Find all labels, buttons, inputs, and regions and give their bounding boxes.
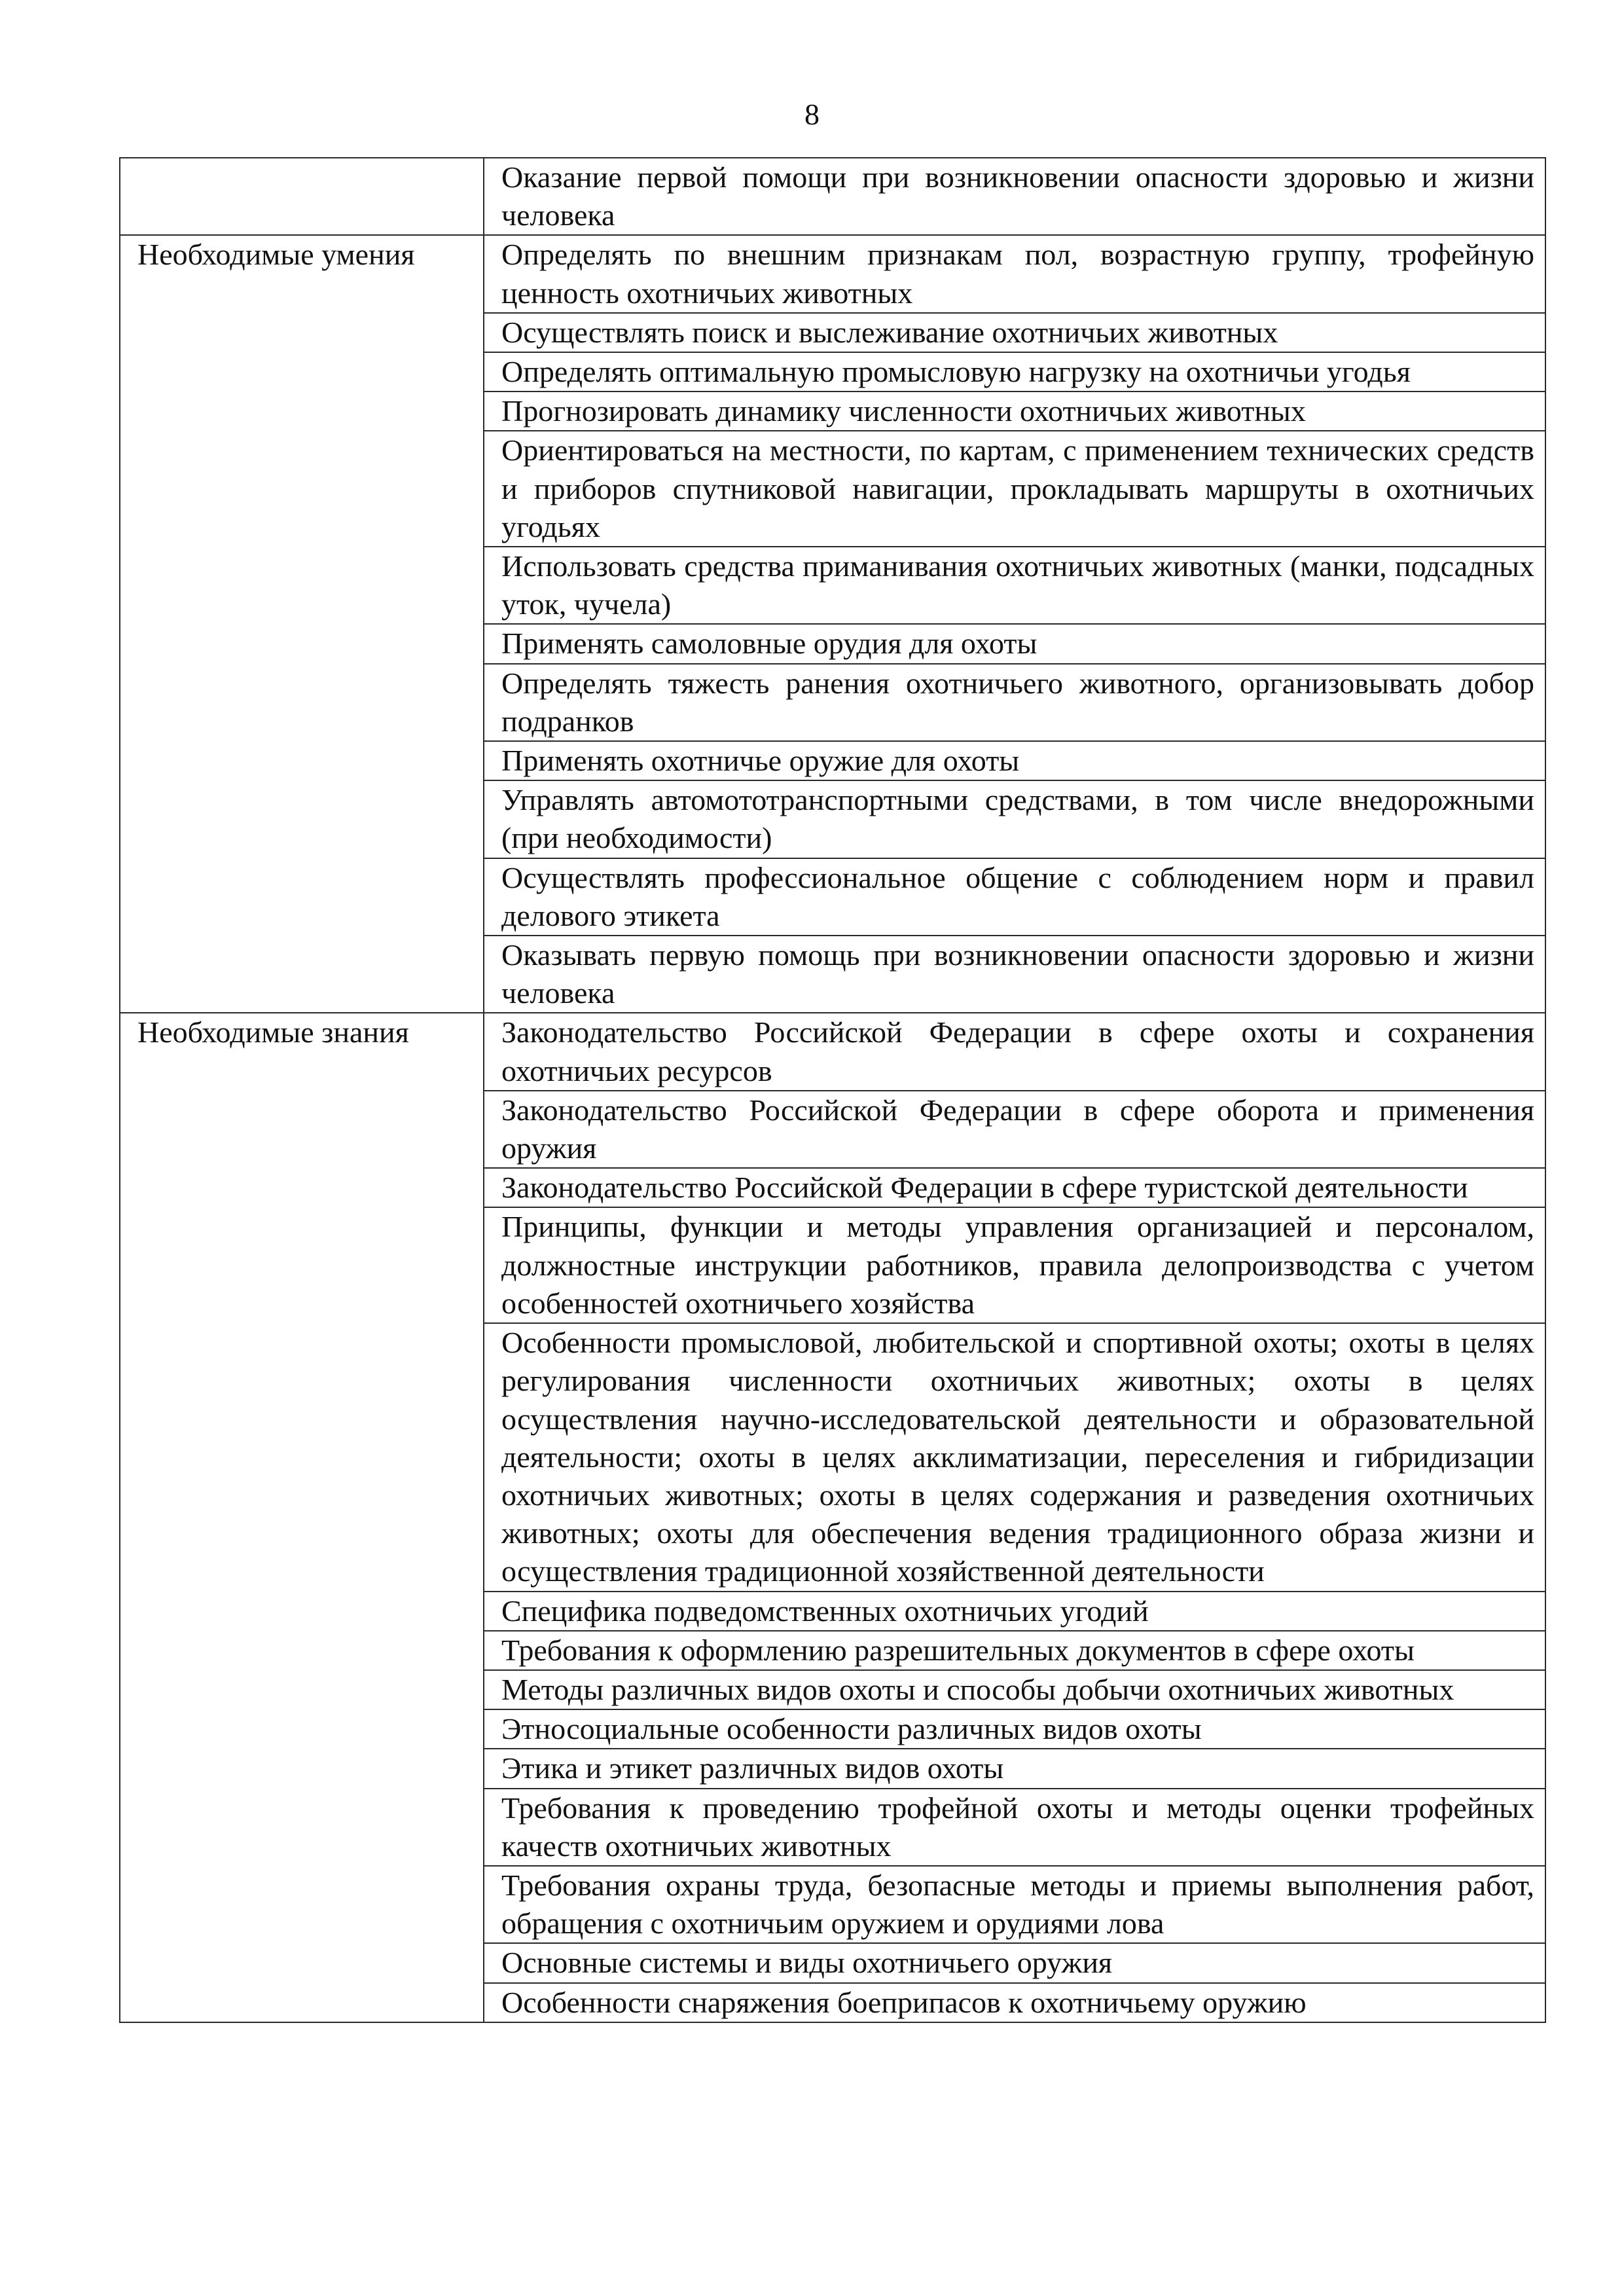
knowledge-item-text: Этика и этикет различных видов охоты	[501, 1751, 1004, 1785]
knowledge-item-cell	[484, 1091, 1545, 1168]
knowledge-item-text: Требования к оформлению разрешительных документов в сфере охоты	[501, 1633, 1415, 1667]
continuation-item-text: Оказание первой помощи при возникновении опасности здоровью и жизни человека	[501, 160, 1534, 232]
knowledge-item-cell	[484, 1943, 1545, 1982]
skills-label: Необходимые умения	[137, 238, 415, 272]
knowledge-item-cell	[484, 1709, 1545, 1749]
skills-item-cell	[484, 352, 1545, 392]
skills-item-text: Применять самоловные орудия для охоты	[501, 627, 1038, 661]
skills-item-text: Управлять автомототранспортными средствами, в том числе внедорожными (при необходимости)	[501, 783, 1534, 855]
knowledge-item-cell	[484, 1013, 1545, 1090]
knowledge-item-text: Законодательство Российской Федерации в сфере оборота и применения оружия	[501, 1093, 1534, 1165]
skills-item-text: Ориентироваться на местности, по картам, с применением технических средств и приборов спутниковой навигации, прокладывать маршруты в охотничьих угодьях	[501, 433, 1534, 543]
skills-item-cell	[484, 664, 1545, 741]
knowledge-item-text: Основные системы и виды охотничьего оружия	[501, 1946, 1113, 1980]
skills-label-cell	[120, 235, 484, 1013]
skills-item-cell	[484, 624, 1545, 663]
knowledge-label-cell	[120, 1013, 484, 2022]
knowledge-item-cell	[484, 1670, 1545, 1709]
table-row	[120, 1013, 1545, 1090]
skills-item-cell	[484, 313, 1545, 352]
knowledge-item-text: Особенности снаряжения боеприпасов к охотничьему оружию	[501, 1985, 1307, 2019]
knowledge-item-text: Принципы, функции и методы управления организацией и персоналом, должностные инструкции работников, правила делопроизводства с учетом особенностей охотничьего хозяйства	[501, 1210, 1534, 1320]
knowledge-item-cell	[484, 1789, 1545, 1866]
skills-item-text: Определять тяжесть ранения охотничьего животного, организовывать добор подранков	[501, 666, 1534, 738]
knowledge-item-text: Законодательство Российской Федерации в сфере охоты и сохранения охотничьих ресурсов	[501, 1015, 1534, 1087]
table-row	[120, 235, 1545, 312]
page-number: 8	[804, 98, 820, 131]
knowledge-item-text: Особенности промысловой, любительской и спортивной охоты; охоты в целях регулирования численности охотничьих животных; охоты в целях осуществления научно-исследовательской деятельности и образовательной деятельности; охоты в целях акклиматизации, переселения и гибридизации охотничьих животных; охоты в целях содержания и разведения охотничьих животных; охоты для обеспечения ведения традиционного образа жизни и осуществления традиционной хозяйственной деятельности	[501, 1326, 1534, 1588]
skills-item-text: Осуществлять поиск и выслеживание охотничьих животных	[501, 315, 1278, 349]
knowledge-item-cell	[484, 1207, 1545, 1323]
table-row	[120, 158, 1545, 235]
skills-item-text: Применять охотничье оружие для охоты	[501, 744, 1020, 778]
knowledge-item-text: Требования охраны труда, безопасные методы и приемы выполнения работ, обращения с охотничьим оружием и орудиями лова	[501, 1868, 1534, 1941]
knowledge-item-cell	[484, 1168, 1545, 1207]
knowledge-item-cell	[484, 1983, 1545, 2022]
skills-item-cell	[484, 858, 1545, 936]
continuation-item-cell	[484, 158, 1545, 235]
skills-item-cell	[484, 392, 1545, 431]
knowledge-item-cell	[484, 1631, 1545, 1670]
competency-table	[119, 157, 1546, 2023]
skills-item-cell	[484, 547, 1545, 624]
skills-item-text: Определять оптимальную промысловую нагрузку на охотничьи угодья	[501, 355, 1411, 389]
knowledge-item-cell	[484, 1749, 1545, 1788]
skills-item-cell	[484, 235, 1545, 312]
skills-item-text: Определять по внешним признакам пол, возрастную группу, трофейную ценность охотничьих животных	[501, 238, 1534, 310]
continuation-label-cell	[120, 158, 484, 235]
skills-item-cell	[484, 431, 1545, 547]
skills-item-text: Осуществлять профессиональное общение с соблюдением норм и правил делового этикета	[501, 860, 1534, 932]
knowledge-item-text: Этносоциальные особенности различных видов охоты	[501, 1712, 1202, 1746]
skills-item-text: Использовать средства приманивания охотничьих животных (манки, подсадных уток, чучела)	[501, 549, 1534, 621]
knowledge-item-cell	[484, 1866, 1545, 1943]
knowledge-item-cell	[484, 1592, 1545, 1631]
skills-item-cell	[484, 780, 1545, 858]
skills-item-cell	[484, 741, 1545, 780]
skills-item-cell	[484, 936, 1545, 1013]
knowledge-item-cell	[484, 1323, 1545, 1591]
knowledge-item-text: Методы различных видов охоты и способы добычи охотничьих животных	[501, 1672, 1454, 1706]
knowledge-item-text: Специфика подведомственных охотничьих угодий	[501, 1594, 1149, 1628]
skills-item-text: Прогнозировать динамику численности охотничьих животных	[501, 394, 1306, 428]
skills-item-text: Оказывать первую помощь при возникновении опасности здоровью и жизни человека	[501, 938, 1534, 1010]
knowledge-item-text: Законодательство Российской Федерации в сфере туристской деятельности	[501, 1171, 1468, 1205]
knowledge-label: Необходимые знания	[137, 1015, 409, 1049]
knowledge-item-text: Требования к проведению трофейной охоты и методы оценки трофейных качеств охотничьих животных	[501, 1791, 1534, 1863]
